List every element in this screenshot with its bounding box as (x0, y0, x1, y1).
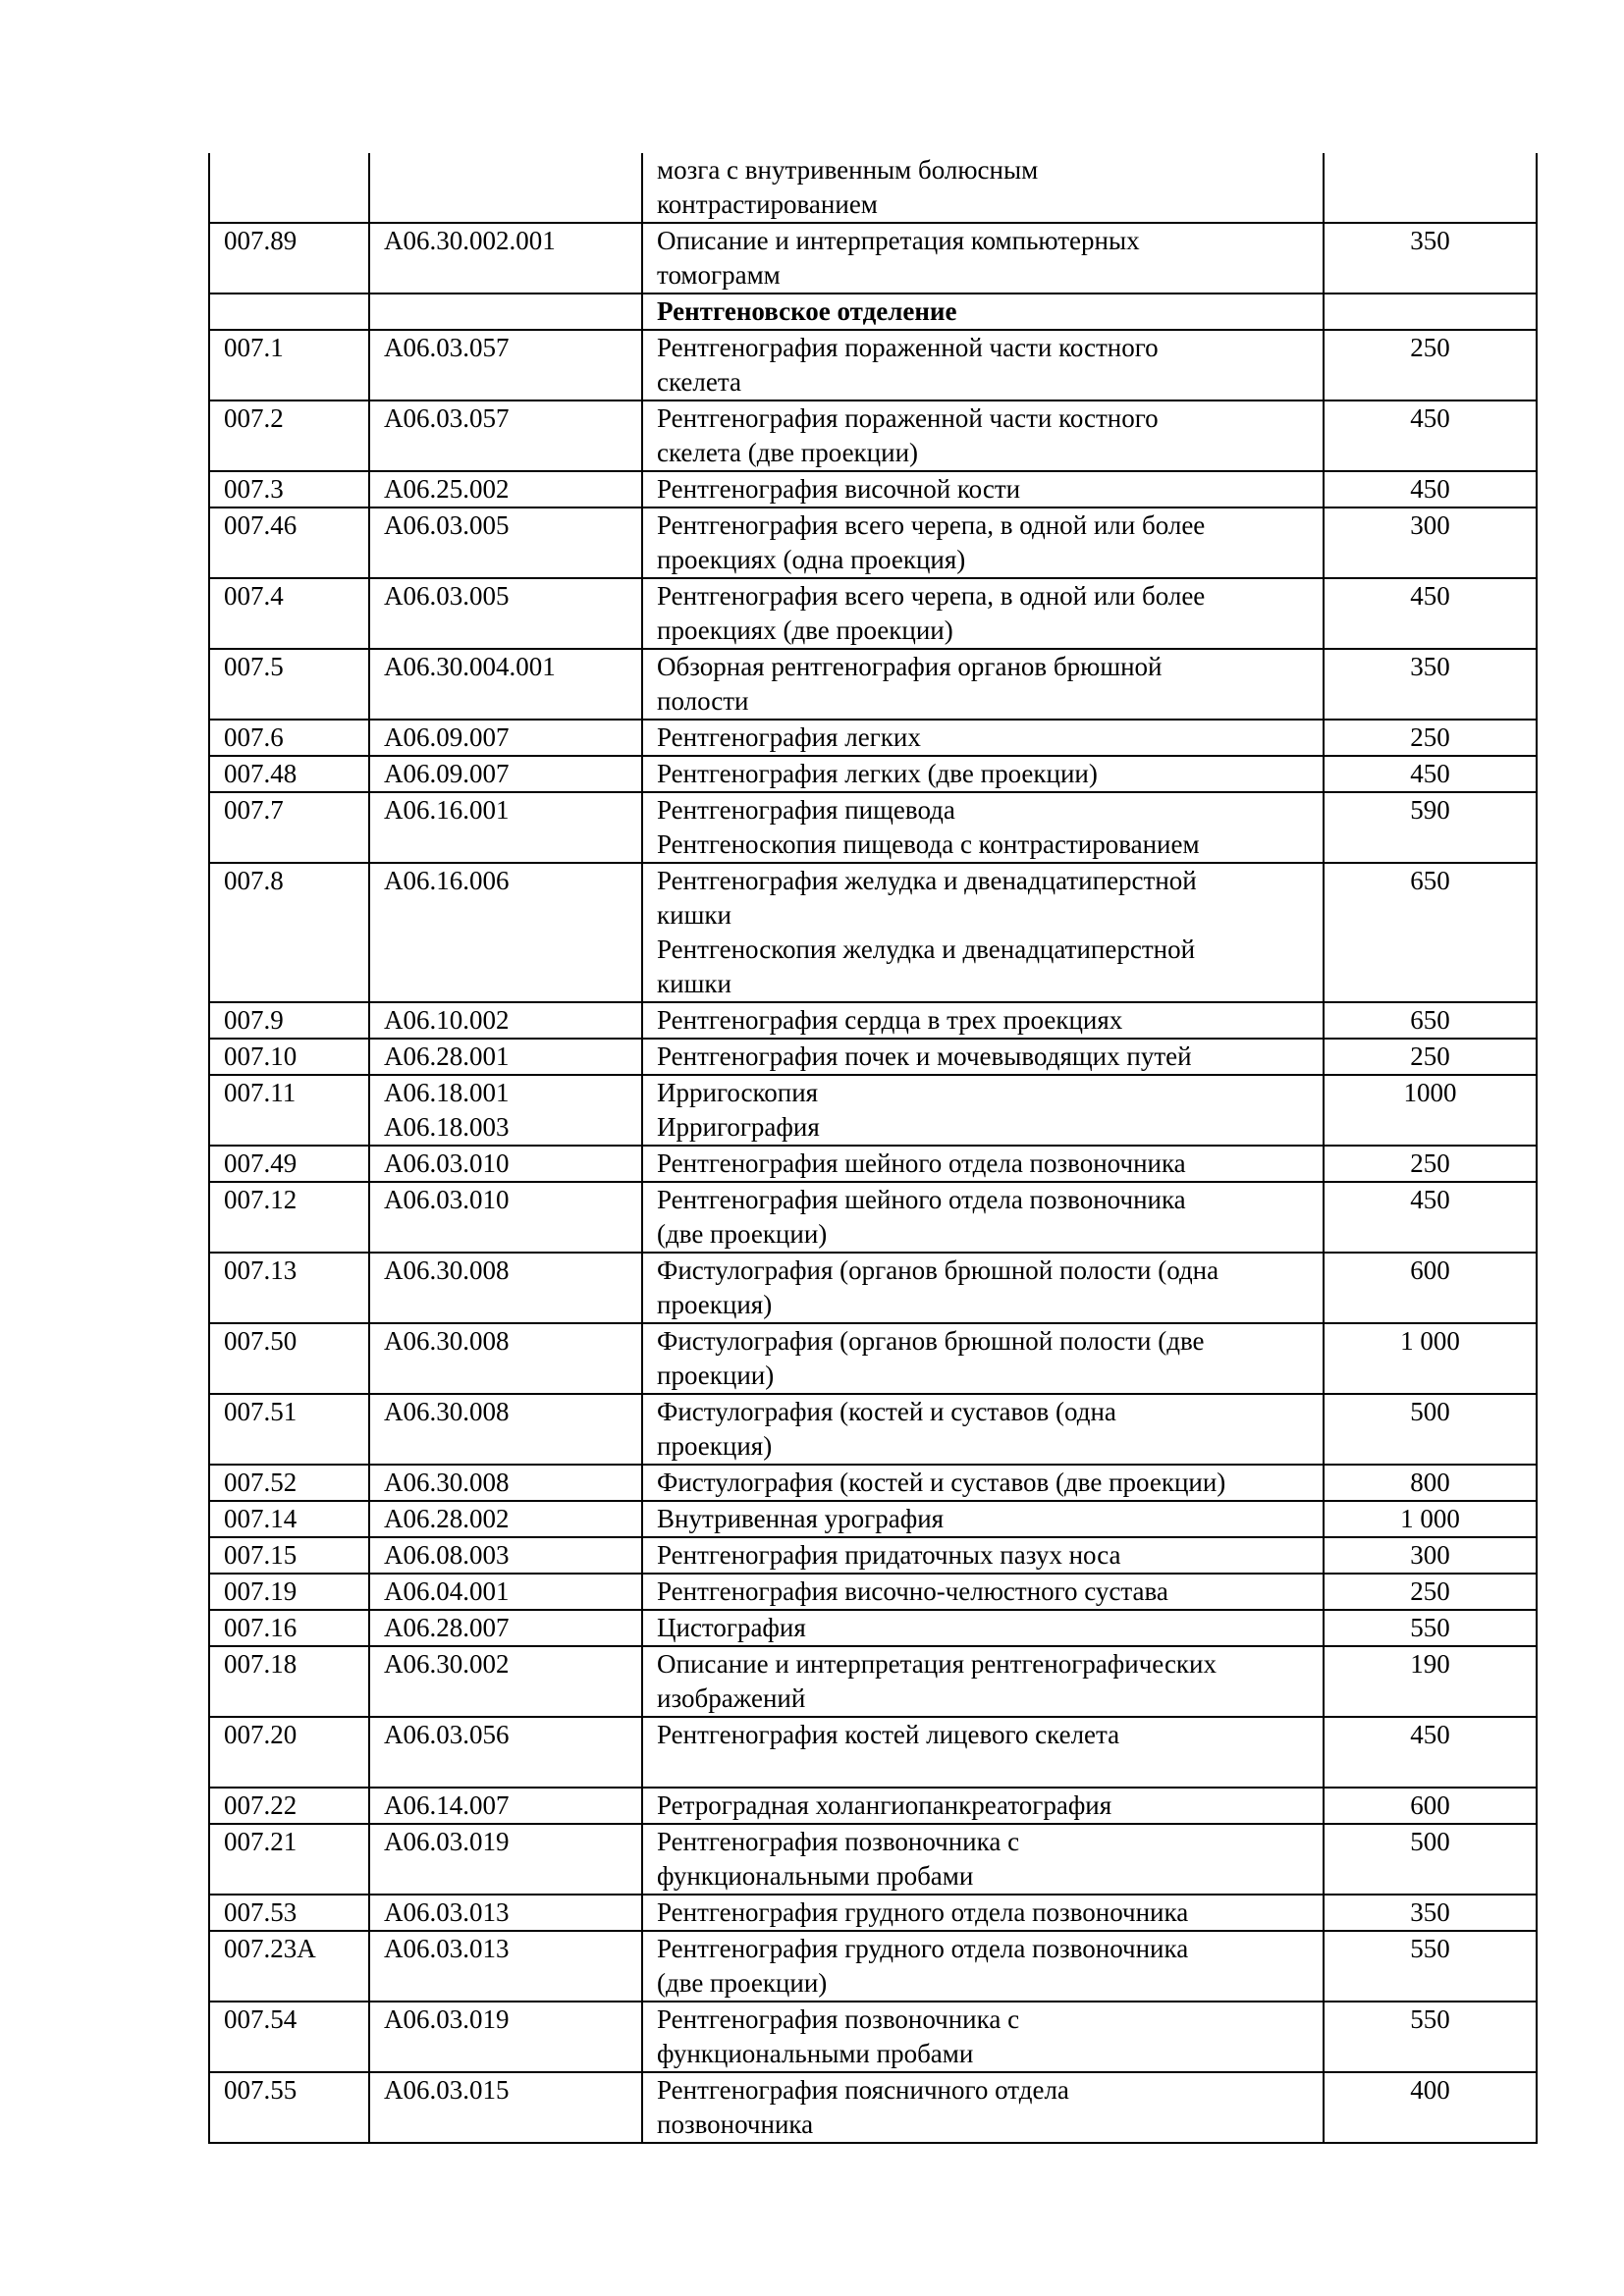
service-name-cell: Рентгенография легких (642, 720, 1324, 756)
service-name-cell: Рентгенография шейного отдела позвоночника (642, 1146, 1324, 1182)
service-code-cell: A06.30.008 (369, 1394, 642, 1465)
service-code-cell: A06.03.013 (369, 1895, 642, 1931)
service-name-cell: Рентгенография шейного отдела позвоночника (две проекции) (642, 1182, 1324, 1253)
service-price-cell: 600 (1324, 1253, 1537, 1323)
service-number-cell: 007.7 (209, 792, 369, 863)
service-price-cell: 250 (1324, 330, 1537, 400)
table-row (209, 1931, 1537, 2002)
service-price-cell: 650 (1324, 863, 1537, 1002)
table-row (209, 330, 1537, 400)
service-code-cell: A06.03.019 (369, 2002, 642, 2072)
table-row (209, 1075, 1537, 1146)
table-row (209, 1646, 1537, 1717)
service-name-cell: мозга с внутривенным болюсным контрастированием (642, 153, 1324, 223)
service-price-cell: 350 (1324, 1895, 1537, 1931)
service-name-cell: Ретроградная холангиопанкреатография (642, 1788, 1324, 1824)
service-name-cell: Рентгенография почек и мочевыводящих путей (642, 1039, 1324, 1075)
table-row (209, 400, 1537, 471)
service-name-cell: Рентгенография сердца в трех проекциях (642, 1002, 1324, 1039)
table-row (209, 792, 1537, 863)
service-code-cell: A06.30.008 (369, 1465, 642, 1501)
service-number-cell: 007.54 (209, 2002, 369, 2072)
service-code-cell: A06.30.008 (369, 1323, 642, 1394)
service-price-cell: 1000 (1324, 1075, 1537, 1146)
service-number-cell: 007.22 (209, 1788, 369, 1824)
table-row (209, 507, 1537, 578)
service-code-cell: A06.03.010 (369, 1146, 642, 1182)
service-code-cell: A06.04.001 (369, 1574, 642, 1610)
service-number-cell: 007.19 (209, 1574, 369, 1610)
service-name-cell: Обзорная рентгенография органов брюшной полости (642, 649, 1324, 720)
service-name-cell: Рентгенография костей лицевого скелета (642, 1717, 1324, 1788)
service-name-cell: Рентгенография придаточных пазух носа (642, 1537, 1324, 1574)
section-header-row (209, 294, 1537, 330)
service-code-cell: A06.09.007 (369, 720, 642, 756)
service-number-cell: 007.9 (209, 1002, 369, 1039)
price-table-body (209, 153, 1537, 2143)
table-row (209, 1610, 1537, 1646)
service-number-cell: 007.10 (209, 1039, 369, 1075)
service-price-cell: 450 (1324, 400, 1537, 471)
service-number-cell (209, 153, 369, 223)
service-number-cell: 007.15 (209, 1537, 369, 1574)
service-name-cell: Рентгенография пищевода Рентгеноскопия пищевода с контрастированием (642, 792, 1324, 863)
service-number-cell: 007.14 (209, 1501, 369, 1537)
service-code-cell: A06.03.056 (369, 1717, 642, 1788)
service-number-cell: 007.12 (209, 1182, 369, 1253)
service-name-cell: Рентгенография височной кости (642, 471, 1324, 507)
service-name-cell: Рентгенография позвоночника с функциональными пробами (642, 2002, 1324, 2072)
service-number-cell: 007.4 (209, 578, 369, 649)
service-code-cell: A06.16.006 (369, 863, 642, 1002)
service-price-cell: 650 (1324, 1002, 1537, 1039)
service-number-cell: 007.6 (209, 720, 369, 756)
service-name-cell: Рентгенография поясничного отдела позвоночника (642, 2072, 1324, 2143)
service-code-cell: A06.28.002 (369, 1501, 642, 1537)
table-row (209, 756, 1537, 792)
service-code-cell (369, 294, 642, 330)
service-number-cell: 007.8 (209, 863, 369, 1002)
service-code-cell: A06.03.057 (369, 400, 642, 471)
service-price-cell: 800 (1324, 1465, 1537, 1501)
service-name-cell: Ирригоскопия Ирригография (642, 1075, 1324, 1146)
table-row (209, 1465, 1537, 1501)
service-name-cell: Рентгенография легких (две проекции) (642, 756, 1324, 792)
service-name-cell: Фистулография (органов брюшной полости (две проекции) (642, 1323, 1324, 1394)
table-row (209, 2002, 1537, 2072)
service-name-cell: Рентгеновское отделение (642, 294, 1324, 330)
table-row (209, 1039, 1537, 1075)
table-row (209, 1182, 1537, 1253)
service-name-cell: Цистография (642, 1610, 1324, 1646)
table-row (209, 578, 1537, 649)
service-price-cell: 590 (1324, 792, 1537, 863)
table-row (209, 720, 1537, 756)
service-number-cell: 007.49 (209, 1146, 369, 1182)
service-code-cell: A06.03.013 (369, 1931, 642, 2002)
service-name-cell: Описание и интерпретация рентгенографических изображений (642, 1646, 1324, 1717)
service-number-cell: 007.18 (209, 1646, 369, 1717)
service-number-cell: 007.50 (209, 1323, 369, 1394)
service-price-cell: 250 (1324, 1146, 1537, 1182)
service-number-cell: 007.48 (209, 756, 369, 792)
service-price-cell: 250 (1324, 1039, 1537, 1075)
service-number-cell: 007.23А (209, 1931, 369, 2002)
service-code-cell: A06.03.005 (369, 507, 642, 578)
service-price-cell: 550 (1324, 1610, 1537, 1646)
service-code-cell: A06.03.019 (369, 1824, 642, 1895)
service-price-cell (1324, 153, 1537, 223)
service-code-cell: A06.28.007 (369, 1610, 642, 1646)
service-number-cell: 007.53 (209, 1895, 369, 1931)
service-price-cell: 500 (1324, 1394, 1537, 1465)
service-name-cell: Рентгенография всего черепа, в одной или более проекциях (две проекции) (642, 578, 1324, 649)
service-number-cell: 007.1 (209, 330, 369, 400)
service-code-cell: A06.16.001 (369, 792, 642, 863)
service-code-cell (369, 153, 642, 223)
service-number-cell: 007.5 (209, 649, 369, 720)
service-number-cell: 007.11 (209, 1075, 369, 1146)
service-name-cell: Рентгенография позвоночника с функциональными пробами (642, 1824, 1324, 1895)
service-number-cell: 007.89 (209, 223, 369, 294)
table-row (209, 223, 1537, 294)
service-code-cell: A06.03.015 (369, 2072, 642, 2143)
service-code-cell: A06.30.002 (369, 1646, 642, 1717)
service-name-cell: Рентгенография желудка и двенадцатиперстной кишки Рентгеноскопия желудка и двенадцатиперстной кишки (642, 863, 1324, 1002)
table-row (209, 1574, 1537, 1610)
service-name-cell: Внутривенная урография (642, 1501, 1324, 1537)
service-code-cell: A06.10.002 (369, 1002, 642, 1039)
service-code-cell: A06.30.008 (369, 1253, 642, 1323)
table-row (209, 1002, 1537, 1039)
service-code-cell: A06.14.007 (369, 1788, 642, 1824)
service-number-cell: 007.21 (209, 1824, 369, 1895)
service-code-cell: A06.30.004.001 (369, 649, 642, 720)
service-code-cell: A06.18.001 A06.18.003 (369, 1075, 642, 1146)
service-number-cell: 007.46 (209, 507, 369, 578)
service-price-cell (1324, 294, 1537, 330)
service-name-cell: Описание и интерпретация компьютерных томограмм (642, 223, 1324, 294)
table-row (209, 1788, 1537, 1824)
service-name-cell: Рентгенография грудного отдела позвоночника (две проекции) (642, 1931, 1324, 2002)
service-name-cell: Фистулография (костей и суставов (одна проекция) (642, 1394, 1324, 1465)
service-price-cell: 300 (1324, 1537, 1537, 1574)
service-number-cell: 007.16 (209, 1610, 369, 1646)
table-row (209, 1253, 1537, 1323)
table-row (209, 863, 1537, 1002)
service-number-cell (209, 294, 369, 330)
table-row (209, 471, 1537, 507)
service-price-cell: 450 (1324, 756, 1537, 792)
service-price-cell: 600 (1324, 1788, 1537, 1824)
service-code-cell: A06.03.010 (369, 1182, 642, 1253)
service-price-cell: 550 (1324, 1931, 1537, 2002)
service-number-cell: 007.52 (209, 1465, 369, 1501)
table-row (209, 1717, 1537, 1788)
service-code-cell: A06.08.003 (369, 1537, 642, 1574)
service-name-cell: Фистулография (костей и суставов (две проекции) (642, 1465, 1324, 1501)
table-row (209, 1323, 1537, 1394)
service-code-cell: A06.28.001 (369, 1039, 642, 1075)
service-price-cell: 190 (1324, 1646, 1537, 1717)
service-price-cell: 450 (1324, 471, 1537, 507)
table-row (209, 1537, 1537, 1574)
service-name-cell: Рентгенография пораженной части костного скелета (642, 330, 1324, 400)
service-price-cell: 400 (1324, 2072, 1537, 2143)
service-number-cell: 007.51 (209, 1394, 369, 1465)
service-name-cell: Рентгенография всего черепа, в одной или более проекциях (одна проекция) (642, 507, 1324, 578)
service-price-cell: 550 (1324, 2002, 1537, 2072)
service-price-cell: 450 (1324, 1182, 1537, 1253)
service-code-cell: A06.30.002.001 (369, 223, 642, 294)
table-row (209, 1146, 1537, 1182)
table-row (209, 1824, 1537, 1895)
service-name-cell: Рентгенография височно-челюстного сустава (642, 1574, 1324, 1610)
table-row (209, 1394, 1537, 1465)
service-code-cell: A06.03.005 (369, 578, 642, 649)
service-price-cell: 350 (1324, 649, 1537, 720)
service-code-cell: A06.03.057 (369, 330, 642, 400)
table-row (209, 153, 1537, 223)
service-number-cell: 007.3 (209, 471, 369, 507)
service-number-cell: 007.55 (209, 2072, 369, 2143)
service-number-cell: 007.13 (209, 1253, 369, 1323)
service-price-cell: 250 (1324, 720, 1537, 756)
service-price-cell: 1 000 (1324, 1501, 1537, 1537)
service-price-cell: 500 (1324, 1824, 1537, 1895)
service-name-cell: Рентгенография пораженной части костного скелета (две проекции) (642, 400, 1324, 471)
service-name-cell: Рентгенография грудного отдела позвоночника (642, 1895, 1324, 1931)
service-price-cell: 450 (1324, 1717, 1537, 1788)
service-price-cell: 350 (1324, 223, 1537, 294)
table-row (209, 1501, 1537, 1537)
service-price-cell: 250 (1324, 1574, 1537, 1610)
service-price-cell: 450 (1324, 578, 1537, 649)
service-name-cell: Фистулография (органов брюшной полости (одна проекция) (642, 1253, 1324, 1323)
service-number-cell: 007.2 (209, 400, 369, 471)
table-row (209, 2072, 1537, 2143)
service-code-cell: A06.09.007 (369, 756, 642, 792)
price-table (208, 153, 1538, 2144)
table-row (209, 649, 1537, 720)
service-price-cell: 1 000 (1324, 1323, 1537, 1394)
service-code-cell: A06.25.002 (369, 471, 642, 507)
service-price-cell: 300 (1324, 507, 1537, 578)
service-number-cell: 007.20 (209, 1717, 369, 1788)
table-row (209, 1895, 1537, 1931)
